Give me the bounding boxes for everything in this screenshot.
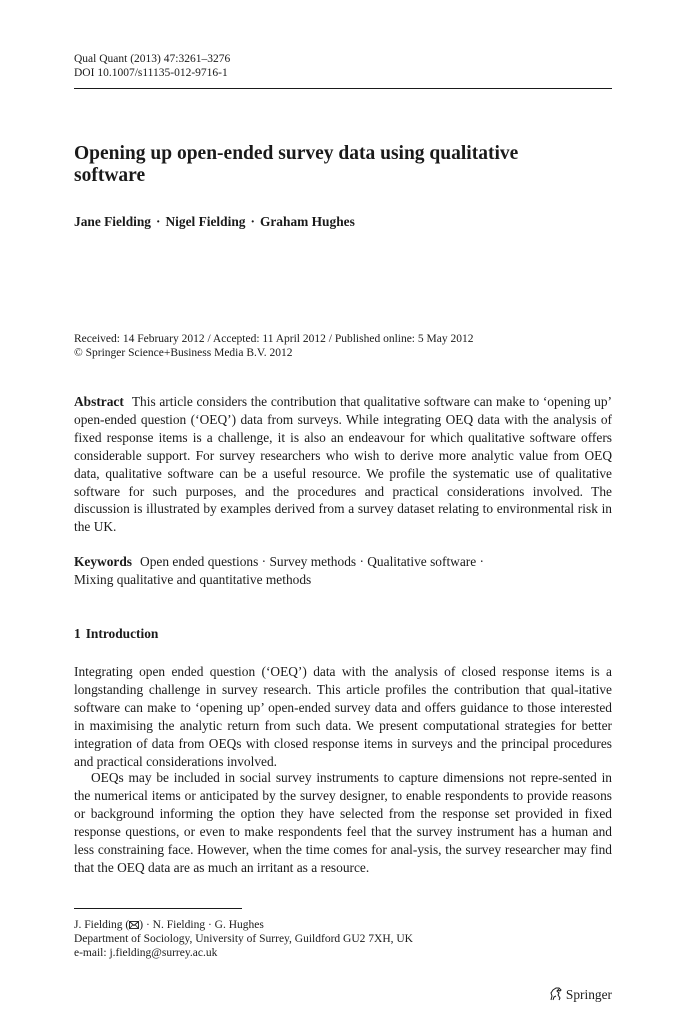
publisher-name: Springer	[565, 987, 612, 1002]
section-title: Introduction	[85, 626, 159, 641]
author-name: Graham Hughes	[259, 214, 355, 229]
footnote-author-prefix: J. Fielding (	[74, 919, 130, 931]
publication-dates: Received: 14 February 2012 / Accepted: 11 April 2012 / Published online: 5 May 2012	[74, 333, 474, 345]
footnote-affiliation: Department of Sociology, University of Surrey, Guildford GU2 7XH, UK	[74, 933, 413, 945]
keywords-label: Keywords	[74, 554, 133, 569]
section-number: 1	[74, 626, 81, 641]
footnote-author-suffix: ) · N. Fielding · G. Hughes	[139, 919, 264, 931]
footnote-divider	[74, 908, 242, 909]
author-name: Nigel Fielding	[165, 214, 246, 229]
abstract	[74, 393, 612, 536]
keywords-line-1: Open ended questions · Survey methods · Qualitative software ·	[140, 554, 485, 569]
article-first-page	[74, 0, 612, 1036]
article-title: Opening up open-ended survey data using qualitative software	[74, 143, 519, 186]
keywords	[74, 553, 612, 589]
doi-line: DOI 10.1007/s11135-012-9716-1	[74, 67, 228, 79]
journal-citation: Qual Quant (2013) 47:3261–3276	[74, 53, 231, 65]
section-heading-introduction	[74, 625, 158, 642]
header-divider	[74, 88, 612, 89]
springer-horse-icon	[548, 987, 564, 1001]
envelope-icon	[129, 921, 139, 929]
abstract-label: Abstract	[74, 394, 124, 409]
abstract-text: This article considers the contribution that qualitative software can make to ‘opening up’ open-ended question (‘OEQ’) data from surveys. While integrating OEQ data with the analysis of fixed response items is a challenge, it is also an endeavour for which qualitative software offers considerable support. For survey researchers who wish to derive more analytic value from OEQ data, qualitative software can be a useful resource. We profile the systematic use of qualitative software for such purposes, and the procedures and practical considerations involved. The discussion is illustrated by examples derived from a survey dataset relating to environmental risk in the UK.	[74, 394, 612, 535]
intro-paragraph-2: OEQs may be included in social survey instruments to capture dimensions not repre-sented in the numerical items or anticipated by the survey designer, to enable respondents to provide reasons or background informing the option they have selected from the response set provided in fixed response questions, or even to make respondents feel that the survey instrument has a human and less constraining face. However, when the time comes for anal-ysis, the survey researcher may find that the OEQ data are as much an irritant as a resource.	[74, 770, 612, 875]
author-list	[74, 214, 355, 230]
keywords-line-2: Mixing qualitative and quantitative methods	[74, 571, 312, 587]
intro-paragraph-1: Integrating open ended question (‘OEQ’) data with the analysis of closed response items is a longstanding challenge in survey research. This article profiles the contribution that qual-itative software can make to ‘opening up’ open-ended survey data and offers guidance to those interested in maximising the analytic return from such data. We present computational strategies for better integration of data from OEQs with closed response items in surveys and the principal procedures and practical considerations involved.	[74, 664, 612, 769]
footnote-email: e-mail: j.fielding@surrey.ac.uk	[74, 947, 218, 959]
footnote-authors	[74, 918, 264, 932]
author-separator: ·	[156, 214, 161, 229]
author-name: Jane Fielding	[74, 214, 152, 229]
author-separator: ·	[250, 214, 255, 229]
publisher-logo	[548, 987, 612, 1003]
copyright-notice: © Springer Science+Business Media B.V. 2012	[74, 347, 293, 359]
